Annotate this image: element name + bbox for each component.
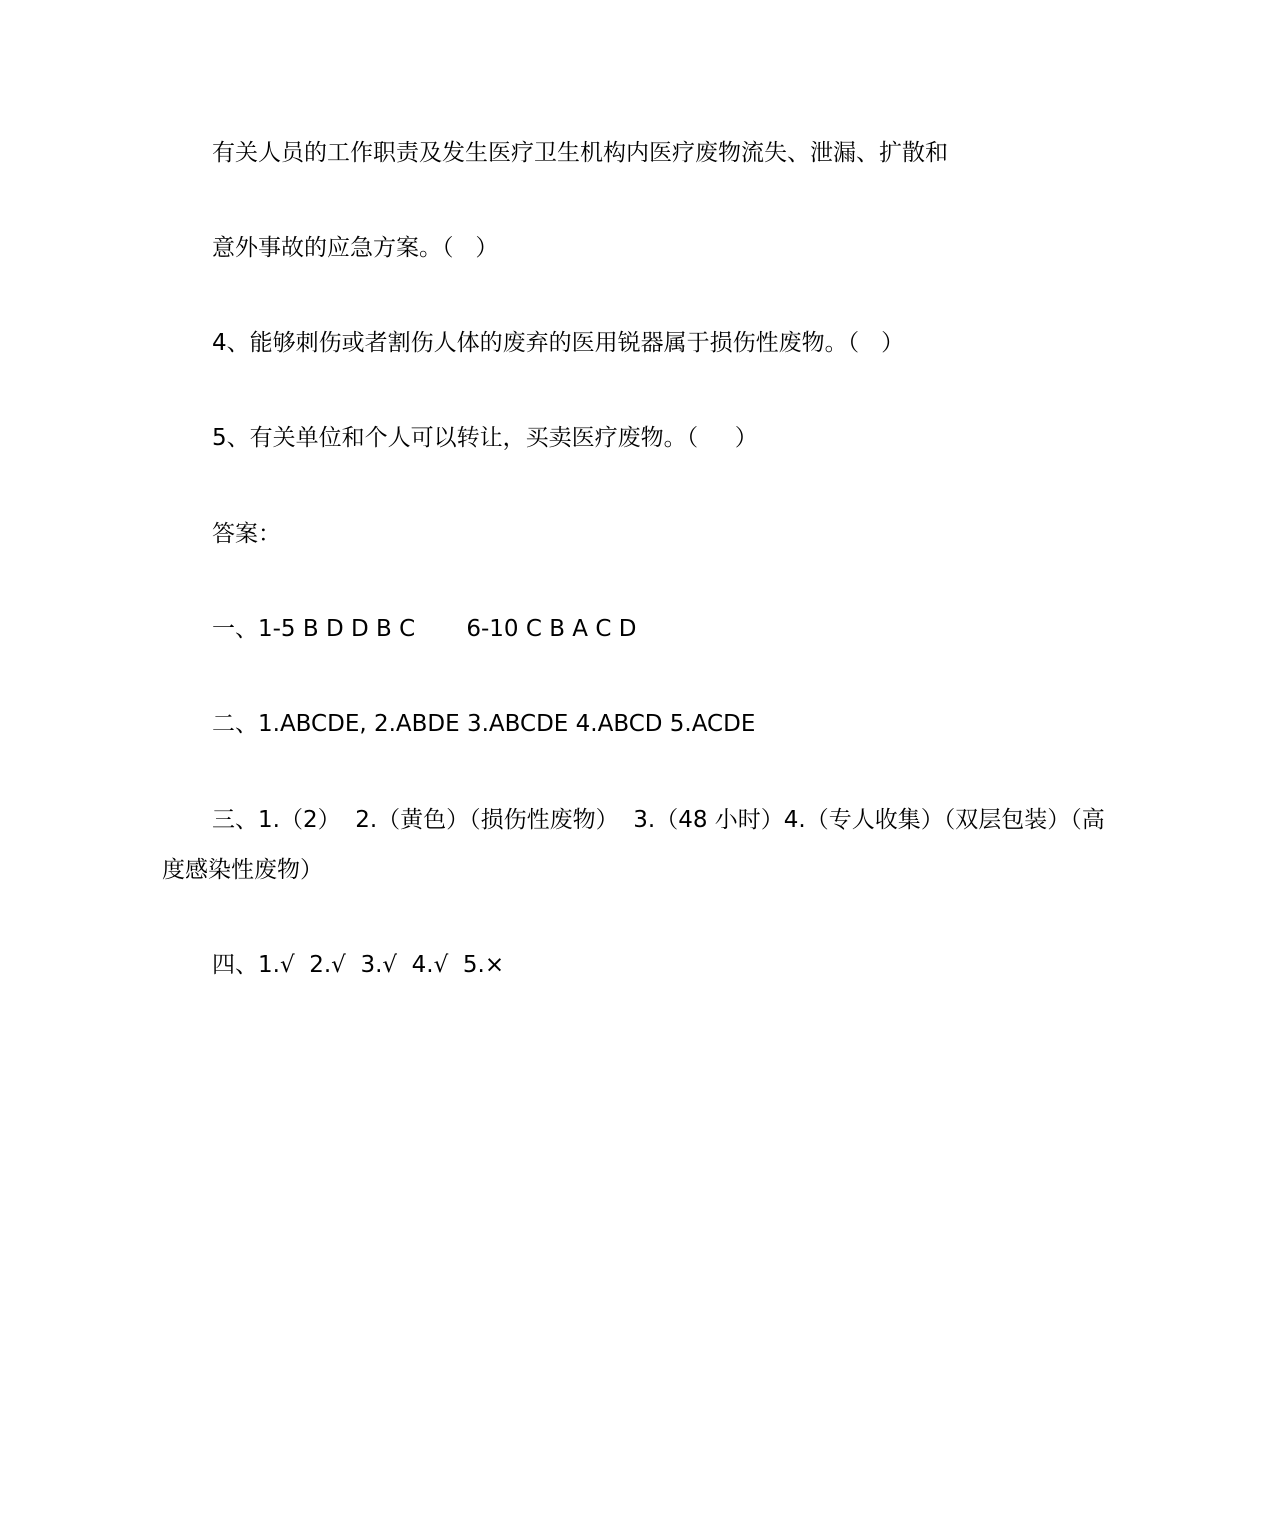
question-5: 5、有关单位和个人可以转让，买卖医疗废物。（ ） (212, 425, 758, 451)
question-4: 4、能够刺伤或者割伤人体的废弃的医用锐器属于损伤性废物。（ ） (212, 330, 905, 356)
answer-section-3-line-2: 度感染性废物） (162, 857, 323, 883)
answer-section-3-line-1: 三、1.（2） 2.（黄色）（损伤性废物） 3.（48 小时）4.（专人收集）（双层包装）（高 (212, 807, 1105, 833)
answer-section-3 (162, 795, 1122, 895)
answer-section-1: 一、1-5 B D D B C 6-10 C B A C D (212, 616, 637, 642)
answer-section-4: 四、1.√ 2.√ 3.√ 4.√ 5.× (212, 952, 505, 978)
text-line-responsibilities: 有关人员的工作职责及发生医疗卫生机构内医疗废物流失、泄漏、扩散和 (212, 140, 948, 166)
answer-section-2: 二、1.ABCDE, 2.ABDE 3.ABCDE 4.ABCD 5.ACDE (212, 711, 756, 737)
text-line-emergency-plan: 意外事故的应急方案。（ ） (212, 235, 499, 261)
answer-heading: 答案： (212, 521, 281, 547)
